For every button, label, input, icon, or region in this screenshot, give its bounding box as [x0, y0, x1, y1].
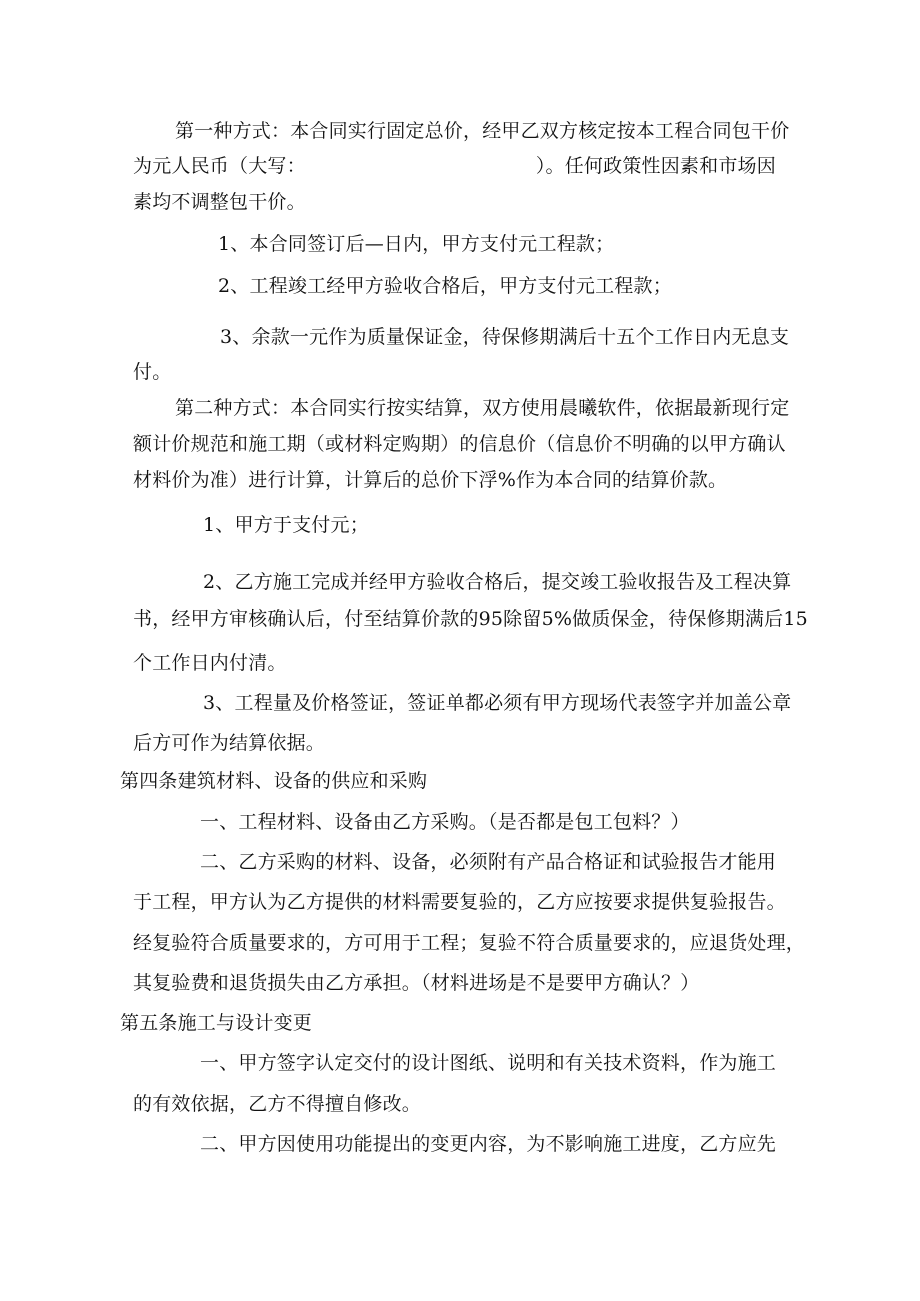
method2-item2-line3: 个工作日内付清。	[133, 652, 287, 674]
method1-item3-line1: 3、余款一元作为质量保证金，待保修期满后十五个工作日内无息支	[220, 326, 790, 348]
method2-line3: 材料价为准）进行计算，计算后的总价下浮%作为本合同的结算价款。	[133, 469, 728, 491]
article5-title: 第五条施工与设计变更	[120, 1012, 313, 1034]
method1-line2-start: 为元人民币（大写：	[133, 155, 306, 177]
article4-p2-line3: 经复验符合质量要求的，方可用于工程；复验不符合质量要求的，应退货处理，	[133, 932, 806, 954]
method2-item3-line1: 3、工程量及价格签证，签证单都必须有甲方现场代表签字并加盖公章	[203, 692, 792, 714]
method2-item3-line2: 后方可作为结算依据。	[133, 732, 326, 754]
article4-p1: 一、工程材料、设备由乙方采购。（是否都是包工包料？）	[200, 811, 690, 833]
article5-p1-line1: 一、甲方签字认定交付的设计图纸、说明和有关技术资料，作为施工	[200, 1052, 777, 1074]
article4-p2-line2: 于工程，甲方认为乙方提供的材料需要复验的，乙方应按要求提供复验报告。	[133, 891, 786, 913]
method1-item3-line2: 付。	[133, 361, 172, 383]
article4-title: 第四条建筑材料、设备的供应和采购	[120, 770, 428, 792]
method2-line1: 第二种方式：本合同实行按实结算，双方使用晨曦软件，依据最新现行定	[175, 397, 790, 419]
method1-line2-end: ）。任何政策性因素和市场因	[535, 155, 776, 177]
article4-p2-line4: 其复验费和退货损失由乙方承担。（材料进场是不是要甲方确认？）	[133, 972, 700, 994]
method2-item2-line1: 2、乙方施工完成并经甲方验收合格后，提交竣工验收报告及工程决算	[203, 571, 792, 593]
method2-item2-line2: 书，经甲方审核确认后，付至结算价款的95除留5%做质保金，待保修期满后15	[133, 608, 808, 630]
method1-item1: 1、本合同签订后—日内，甲方支付元工程款；	[218, 233, 615, 255]
method1-line2	[133, 154, 776, 178]
method2-item1: 1、甲方于支付元；	[203, 514, 369, 536]
method2-line2: 额计价规范和施工期（或材料定购期）的信息价（信息价不明确的以甲方确认	[133, 433, 786, 455]
method1-line1: 第一种方式：本合同实行固定总价，经甲乙双方核定按本工程合同包干价	[175, 120, 790, 142]
method1-item2: 2、工程竣工经甲方验收合格后，甲方支付元工程款；	[218, 275, 672, 297]
article5-p1-line2: 的有效依据，乙方不得擅自修改。	[133, 1093, 422, 1115]
method1-line3: 素均不调整包干价。	[133, 191, 306, 213]
article5-p2-line1: 二、甲方因使用功能提出的变更内容，为不影响施工进度，乙方应先	[200, 1133, 777, 1155]
article4-p2-line1: 二、乙方采购的材料、设备，必须附有产品合格证和试验报告才能用	[200, 851, 777, 873]
